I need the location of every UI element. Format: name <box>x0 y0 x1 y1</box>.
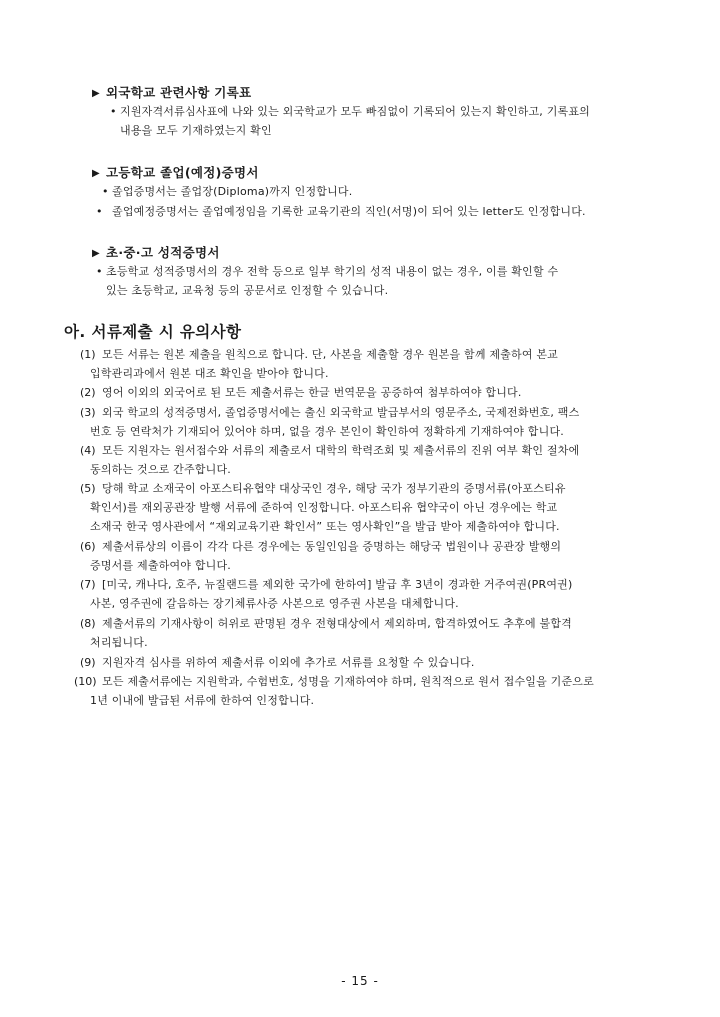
section-heading-text: 고등학교 졸업(예정)증명서 <box>106 165 259 180</box>
bullet-text: 졸업증명서는 졸업장(Diploma)까지 인정합니다. <box>112 185 353 198</box>
item-number: (1) <box>80 348 96 361</box>
item-text: 모든 지원자는 원서접수와 서류의 제출로서 대학의 학력조회 및 제출서류의 진위 여부 확인 절차에 <box>102 444 580 457</box>
section-heading-text: 외국학교 관련사항 기록표 <box>106 85 252 100</box>
item-number: (10) <box>74 675 97 688</box>
bullet-dot: • <box>110 105 117 118</box>
item-text: 제출서류상의 이름이 각각 다른 경우에는 동일인임을 증명하는 해당국 법원이나 공관장 발행의 <box>102 540 562 553</box>
item-number: (6) <box>80 540 96 553</box>
item-text: 입학관리과에서 원본 대조 확인을 받아야 합니다. <box>90 367 329 380</box>
item-text: 동의하는 것으로 간주합니다. <box>90 463 232 476</box>
bullet-text: 지원자격서류심사표에 나와 있는 외국학교가 모두 빠짐없이 기록되어 있는지 확인하고, 기록표의 <box>120 105 591 118</box>
item-number: (7) <box>80 578 96 591</box>
item-text: 처리됩니다. <box>90 636 148 649</box>
section-heading-text: 초·중·고 성적증명서 <box>106 245 220 260</box>
item-text: 번호 등 연락처가 기재되어 있어야 하며, 없을 경우 본인이 확인하여 정확하게 기재하여야 합니다. <box>90 425 564 438</box>
item-text: 지원자격 심사를 위하여 제출서류 이외에 추가로 서류를 요청할 수 있습니다. <box>102 656 475 669</box>
item-text: 사본, 영주권에 갈음하는 장기체류사증 사본으로 영주권 사본을 대체합니다. <box>90 597 459 610</box>
item-text: [미국, 캐나다, 호주, 뉴질랜드를 제외한 국가에 한하여] 발급 후 3년이 경과한 거주여권(PR여권) <box>102 578 573 591</box>
bullet-dot: • <box>96 265 103 278</box>
section-heading <box>92 163 259 181</box>
item-number: (5) <box>80 482 96 495</box>
item-text: 모든 서류는 원본 제출을 원칙으로 합니다. 단, 사본을 제출할 경우 원본을 함께 제출하여 본교 <box>102 348 559 361</box>
item-text: 영어 이외의 외국어로 된 모든 제출서류는 한글 번역문을 공증하여 첨부하여야 합니다. <box>102 386 522 399</box>
item-text: 모든 제출서류에는 지원학과, 수험번호, 성명을 기재하여야 하며, 원칙적으로 원서 접수일을 기준으로 <box>102 675 594 688</box>
item-text: 증명서를 제출하여야 합니다. <box>90 559 232 572</box>
section-heading <box>92 243 220 261</box>
bullet-dot: • <box>102 185 109 198</box>
bullet-text: 내용을 모두 기재하였는지 확인 <box>120 124 272 137</box>
item-number: (2) <box>80 386 96 399</box>
main-title: 아. 서류제출 시 유의사항 <box>64 323 242 341</box>
bullet-text: 초등학교 성적증명서의 경우 전학 등으로 일부 학기의 성적 내용이 없는 경우, 이를 확인할 수 <box>106 265 559 278</box>
item-number: (8) <box>80 617 96 630</box>
item-number: (4) <box>80 444 96 457</box>
triangle-bullet-icon: ▶ <box>92 88 100 99</box>
bullet-text: 졸업예정증명서는 졸업예정임을 기록한 교육기관의 직인(서명)이 되어 있는 letter도 인정합니다. <box>112 205 586 218</box>
page-number: - 15 - <box>341 974 379 988</box>
item-text: 소재국 한국 영사관에서 “재외교육기관 확인서” 또는 영사확인”을 발급 받아 제출하여야 합니다. <box>90 520 560 533</box>
item-number: (3) <box>80 406 96 419</box>
item-text: 1년 이내에 발급된 서류에 한하여 인정합니다. <box>90 694 315 707</box>
item-text: 외국 학교의 성적증명서, 졸업증명서에는 출신 외국학교 발급부서의 영문주소, 국제전화번호, 팩스 <box>102 406 580 419</box>
triangle-bullet-icon: ▶ <box>92 168 100 179</box>
item-text: 당해 학교 소재국이 아포스티유협약 대상국인 경우, 해당 국가 정부기관의 증명서류(아포스티유 <box>102 482 566 495</box>
item-text: 확인서)를 재외공관장 발행 서류에 준하여 인정합니다. 아포스티유 협약국이 아닌 경우에는 학교 <box>90 501 558 514</box>
bullet-text: 있는 초등학교, 교육청 등의 공문서로 인정할 수 있습니다. <box>106 284 389 297</box>
item-text: 제출서류의 기재사항이 허위로 판명된 경우 전형대상에서 제외하며, 합격하였어도 추후에 불합격 <box>102 617 573 630</box>
item-number: (9) <box>80 656 96 669</box>
bullet-dot: • <box>96 205 103 218</box>
section-heading <box>92 83 251 101</box>
triangle-bullet-icon: ▶ <box>92 248 100 259</box>
